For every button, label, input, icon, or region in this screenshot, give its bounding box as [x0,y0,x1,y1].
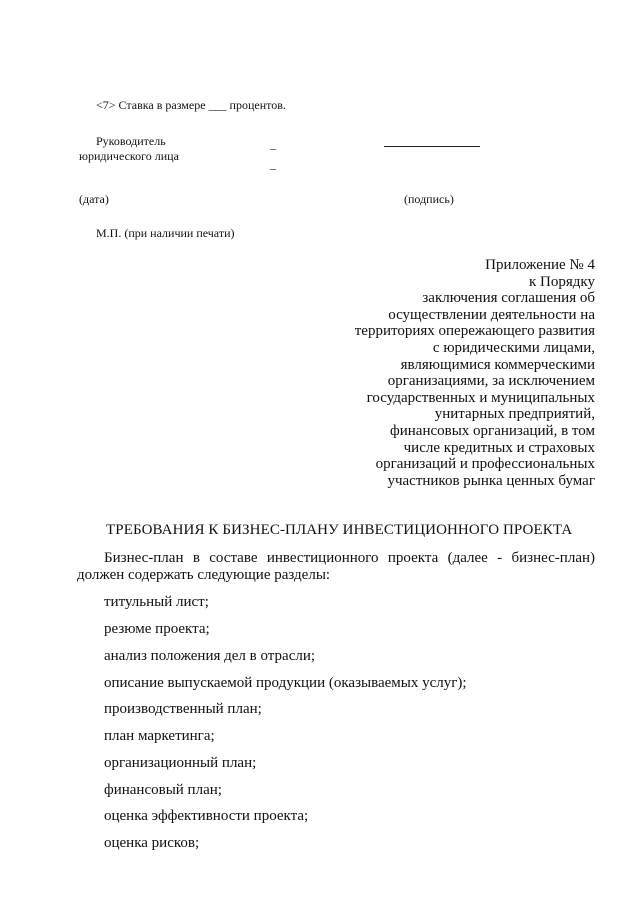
seal-label: М.П. (при наличии печати) [96,226,235,240]
head-label-line1: Руководитель [96,134,166,148]
appendix-line: организаций и профессиональных [375,456,595,473]
list-item: резюме проекта; [104,621,210,637]
list-item: организационный план; [104,755,257,771]
intro-line-1: Бизнес-план в составе инвестиционного проекта (далее - бизнес-план) [104,550,595,566]
appendix-header [355,257,595,489]
appendix-line: участников рынка ценных бумаг [387,472,595,489]
appendix-line: осуществлении деятельности на [388,306,595,323]
appendix-line: финансовых организаций, в том [390,422,595,439]
appendix-line: с юридическими лицами, [432,339,595,356]
appendix-line: унитарных предприятий, [434,406,595,423]
appendix-line: числе кредитных и страховых [403,439,595,456]
date-label: (дата) [79,192,109,206]
intro-paragraph [77,550,595,584]
appendix-line: заключения соглашения об [422,290,595,307]
appendix-line: территориях опережающего развития [354,323,595,340]
list-item: план маркетинга; [104,728,215,744]
signature-dash-1: _ [270,137,276,151]
list-item: оценка рисков; [104,835,200,851]
list-item: описание выпускаемой продукции (оказываемых услуг); [104,675,467,691]
appendix-line: государственных и муниципальных [366,389,595,406]
list-item: производственный план; [104,701,262,717]
footnote-rate: <7> Ставка в размере ___ процентов. [96,98,286,112]
section-title: ТРЕБОВАНИЯ К БИЗНЕС-ПЛАНУ ИНВЕСТИЦИОННОГО ПРОЕКТА [106,522,573,538]
list-item: оценка эффективности проекта; [104,808,309,824]
list-item: титульный лист; [104,594,209,610]
signature-line [384,146,480,147]
appendix-line: Приложение № 4 [485,257,595,273]
head-label-line2: юридического лица [79,149,179,163]
list-item: финансовый план; [104,782,222,798]
appendix-line: организациями, за исключением [387,373,595,390]
intro-line-2: должен содержать следующие разделы: [77,567,331,583]
appendix-line: являющимися коммерческими [400,356,595,373]
signature-dash-2: _ [270,157,276,171]
appendix-line: к Порядку [529,273,595,290]
list-item: анализ положения дел в отрасли; [104,648,316,664]
signature-label: (подпись) [404,192,454,206]
